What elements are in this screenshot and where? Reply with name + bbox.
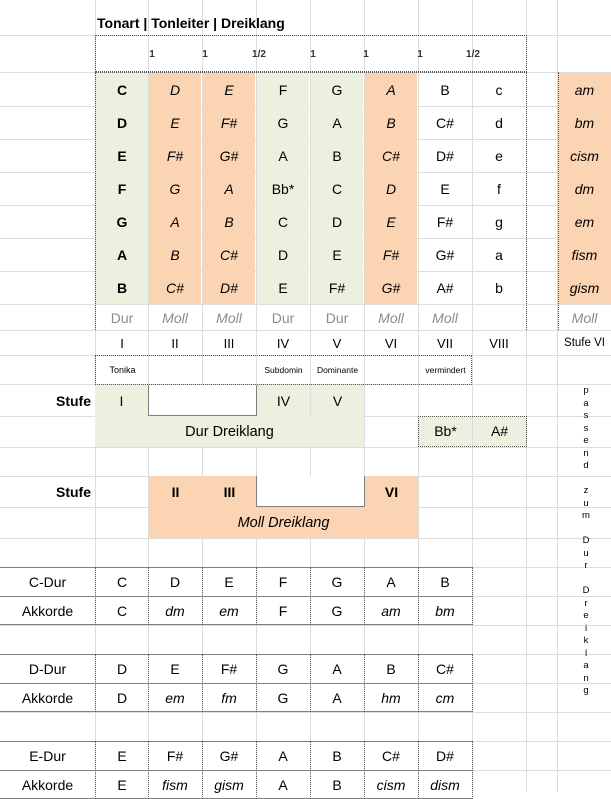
vertical-letter: d: [583, 460, 589, 471]
vertical-letter: e: [583, 610, 589, 621]
degree-label: VII: [437, 335, 453, 351]
key-chords-label: Akkorde: [21, 690, 74, 706]
vertical-letter: r: [584, 560, 588, 571]
degree-label: IV: [276, 335, 290, 351]
mode-label: Moll: [432, 309, 458, 326]
key-chord: dm: [165, 603, 185, 619]
key-scale-note: C#: [382, 748, 400, 764]
alt-note-bb: Bb*: [419, 416, 472, 446]
key-chord: F: [278, 603, 288, 619]
scale-note: b: [495, 279, 503, 296]
interval-step: 1/2: [252, 48, 266, 60]
key-scale-note: A: [332, 661, 342, 677]
vertical-letter: u: [583, 547, 589, 559]
scale-note: D#: [203, 271, 255, 304]
key-scale-note: D: [169, 574, 181, 590]
scale-note: E: [365, 205, 417, 238]
scale-note: a: [495, 246, 503, 263]
key-scale-note: B: [440, 574, 450, 590]
scale-note: B: [149, 238, 201, 271]
mode-label: Dur: [325, 309, 349, 326]
scale-note: A#: [436, 279, 454, 296]
scale-note: E: [440, 180, 450, 197]
vertical-letter: e: [583, 435, 589, 446]
scale-note: e: [495, 147, 503, 164]
key-chord: hm: [381, 690, 401, 706]
scale-note: C: [257, 205, 309, 238]
key-scale-label: D-Dur: [28, 661, 67, 677]
scale-note: G: [149, 172, 201, 205]
scale-note: Bb*: [257, 172, 309, 205]
scale-note: D: [149, 73, 201, 106]
tonika-label: Tonika: [109, 365, 136, 375]
relative-minor-chord: bm: [558, 106, 611, 139]
key-chord: fm: [221, 690, 237, 706]
key-chord: cism: [376, 777, 406, 793]
scale-note: C#: [436, 114, 454, 131]
key-chord: am: [381, 603, 401, 619]
vertical-letter: n: [583, 447, 589, 459]
scale-note: E: [203, 73, 255, 106]
key-chord: fism: [162, 777, 188, 793]
vertical-letter: g: [583, 685, 589, 696]
key-chord: cm: [435, 690, 455, 706]
vertical-note: [577, 385, 595, 698]
key-scale-label: C-Dur: [28, 574, 67, 590]
key-cell: A: [96, 238, 148, 271]
vertical-letter: s: [583, 410, 589, 421]
key-chord: A: [332, 690, 342, 706]
key-chord: G: [331, 603, 343, 619]
vertical-letter: l: [584, 647, 588, 659]
scale-note: E: [149, 106, 201, 139]
grid-row-line: [0, 625, 611, 626]
major-degree-I: I: [95, 385, 148, 416]
key-cell: C: [96, 73, 148, 106]
key-scale-note: E: [170, 661, 180, 677]
vertical-letter: m: [582, 510, 590, 521]
subdominante-label: Subdomin: [264, 365, 303, 375]
scale-note: B: [203, 205, 255, 238]
degree-label: V: [332, 335, 342, 351]
key-scale-note: C#: [436, 661, 454, 677]
vertical-letter: D: [582, 585, 590, 596]
scale-note: F: [257, 73, 309, 106]
vertical-letter: D: [582, 535, 590, 546]
scale-note: d: [495, 114, 503, 131]
scale-note: C#: [365, 139, 417, 172]
interval-step: 1: [310, 48, 316, 60]
interval-step: 1: [363, 48, 369, 60]
scale-note: D: [311, 205, 363, 238]
mode-label: Moll: [378, 309, 404, 326]
mode-label: Dur: [271, 309, 295, 326]
vertical-letter: a: [583, 397, 589, 409]
relative-minor-chord: gism: [558, 271, 611, 304]
scale-note: G#: [365, 271, 417, 304]
vertical-letter: r: [584, 597, 588, 609]
minor-stufe-label: Stufe: [56, 483, 91, 500]
minor-degree-III: III: [203, 476, 256, 507]
key-scale-note: D#: [436, 748, 454, 764]
key-scale-label: E-Dur: [29, 748, 66, 764]
key-chord: C: [116, 603, 128, 619]
major-degree-IV: IV: [257, 385, 310, 416]
scale-note: C#: [203, 238, 255, 271]
key-scale-note: E: [117, 748, 127, 764]
scale-note: F#: [203, 106, 255, 139]
scale-note: c: [495, 81, 503, 98]
vertical-letter: a: [583, 660, 589, 671]
relative-minor-chord: em: [558, 205, 611, 238]
key-scale-note: A: [386, 574, 396, 590]
scale-note: C#: [149, 271, 201, 304]
degree-label: VI: [384, 335, 398, 351]
scale-note: B: [440, 81, 450, 98]
scale-note: E: [311, 238, 363, 271]
interval-step: 1: [417, 48, 423, 60]
scale-note: B: [365, 106, 417, 139]
dominante-label: Dominante: [316, 365, 359, 375]
mode-label: Dur: [110, 309, 134, 326]
key-scale-note: F#: [220, 661, 238, 677]
scale-note: G#: [203, 139, 255, 172]
key-scale-note: F#: [166, 748, 184, 764]
key-scale-note: B: [332, 748, 342, 764]
key-cell: G: [96, 205, 148, 238]
scale-note: E: [257, 271, 309, 304]
key-chord: B: [332, 777, 342, 793]
scale-note: F#: [149, 139, 201, 172]
key-scale-note: C: [116, 574, 128, 590]
vertical-letter: s: [583, 422, 589, 434]
scale-note: D: [365, 172, 417, 205]
degree-label: III: [223, 335, 235, 351]
vertical-letter: u: [583, 497, 589, 509]
scale-note: D#: [436, 147, 454, 164]
vertical-letter: z: [583, 485, 589, 496]
minor-degree-II: II: [149, 476, 202, 507]
key-chord: G: [277, 690, 289, 706]
vertical-letter: i: [584, 622, 588, 634]
scale-note: D: [257, 238, 309, 271]
relative-minor-chord: fism: [558, 238, 611, 271]
degree-label: VIII: [489, 335, 509, 351]
grid-row-line: [0, 538, 611, 539]
scale-note: A: [311, 106, 363, 139]
scale-note: A: [149, 205, 201, 238]
vertical-letter: p: [583, 385, 589, 396]
scale-note: g: [495, 213, 503, 230]
interval-step: 1: [202, 48, 208, 60]
grid-col-line: [526, 0, 527, 792]
key-cell: F: [96, 172, 148, 205]
key-chord: em: [165, 690, 185, 706]
key-scale-note: G#: [219, 748, 239, 764]
key-chord: E: [117, 777, 127, 793]
key-scale-note: E: [224, 574, 234, 590]
major-triad-label: Dur Dreiklang: [95, 416, 364, 447]
key-scale-note: G: [331, 574, 343, 590]
scale-note: A: [257, 139, 309, 172]
degree-label: II: [171, 335, 179, 351]
grid-row-line: [0, 35, 611, 36]
relative-minor-chord: cism: [558, 139, 611, 172]
mode-label: Moll: [571, 309, 598, 326]
vertical-letter: n: [583, 672, 589, 684]
minor-triad-label: Moll Dreiklang: [149, 507, 418, 538]
relative-minor-chord: am: [558, 73, 611, 106]
key-cell: D: [96, 106, 148, 139]
vertical-letter: k: [583, 635, 589, 646]
key-scale-note: G: [277, 661, 289, 677]
scale-note: A: [203, 172, 255, 205]
key-chord: A: [278, 777, 288, 793]
key-chord: gism: [214, 777, 244, 793]
key-scale-note: D: [116, 661, 128, 677]
scale-note: F#: [365, 238, 417, 271]
grid-row-line: [0, 447, 611, 448]
key-chords-label: Akkorde: [21, 603, 74, 619]
key-chords-label: Akkorde: [21, 777, 74, 793]
relative-minor-chord: dm: [558, 172, 611, 205]
key-chord: bm: [435, 603, 455, 619]
scale-note: G#: [435, 246, 455, 263]
key-scale-note: A: [278, 748, 288, 764]
key-cell: B: [96, 271, 148, 304]
scale-note: B: [311, 139, 363, 172]
key-cell: E: [96, 139, 148, 172]
vermindert-label: vermindert: [425, 365, 466, 375]
major-stufe-label: Stufe: [56, 392, 91, 409]
stufe-vi-label: Stufe VI: [564, 336, 605, 349]
scale-note: C: [311, 172, 363, 205]
key-chord: em: [219, 603, 239, 619]
scale-note: G: [311, 73, 363, 106]
mode-label: Moll: [216, 309, 242, 326]
minor-degree-VI: VI: [365, 476, 418, 507]
interval-step: 1: [149, 48, 155, 60]
mode-label: Moll: [162, 309, 188, 326]
scale-note: G: [257, 106, 309, 139]
scale-note: f: [497, 180, 501, 197]
alt-note-asharp: A#: [473, 416, 526, 446]
scale-note: F#: [436, 213, 454, 230]
key-scale-note: B: [386, 661, 396, 677]
key-scale-note: F: [278, 574, 288, 590]
scale-note: A: [365, 73, 417, 106]
key-chord: dism: [430, 777, 460, 793]
key-chord: D: [116, 690, 128, 706]
scale-note: F#: [311, 271, 363, 304]
sheet-title: Tonart | Tonleiter | Dreiklang: [97, 15, 285, 31]
major-degree-V: V: [311, 385, 364, 416]
interval-step: 1/2: [466, 48, 480, 60]
degree-label: I: [120, 335, 124, 351]
grid-row-line: [0, 712, 611, 713]
